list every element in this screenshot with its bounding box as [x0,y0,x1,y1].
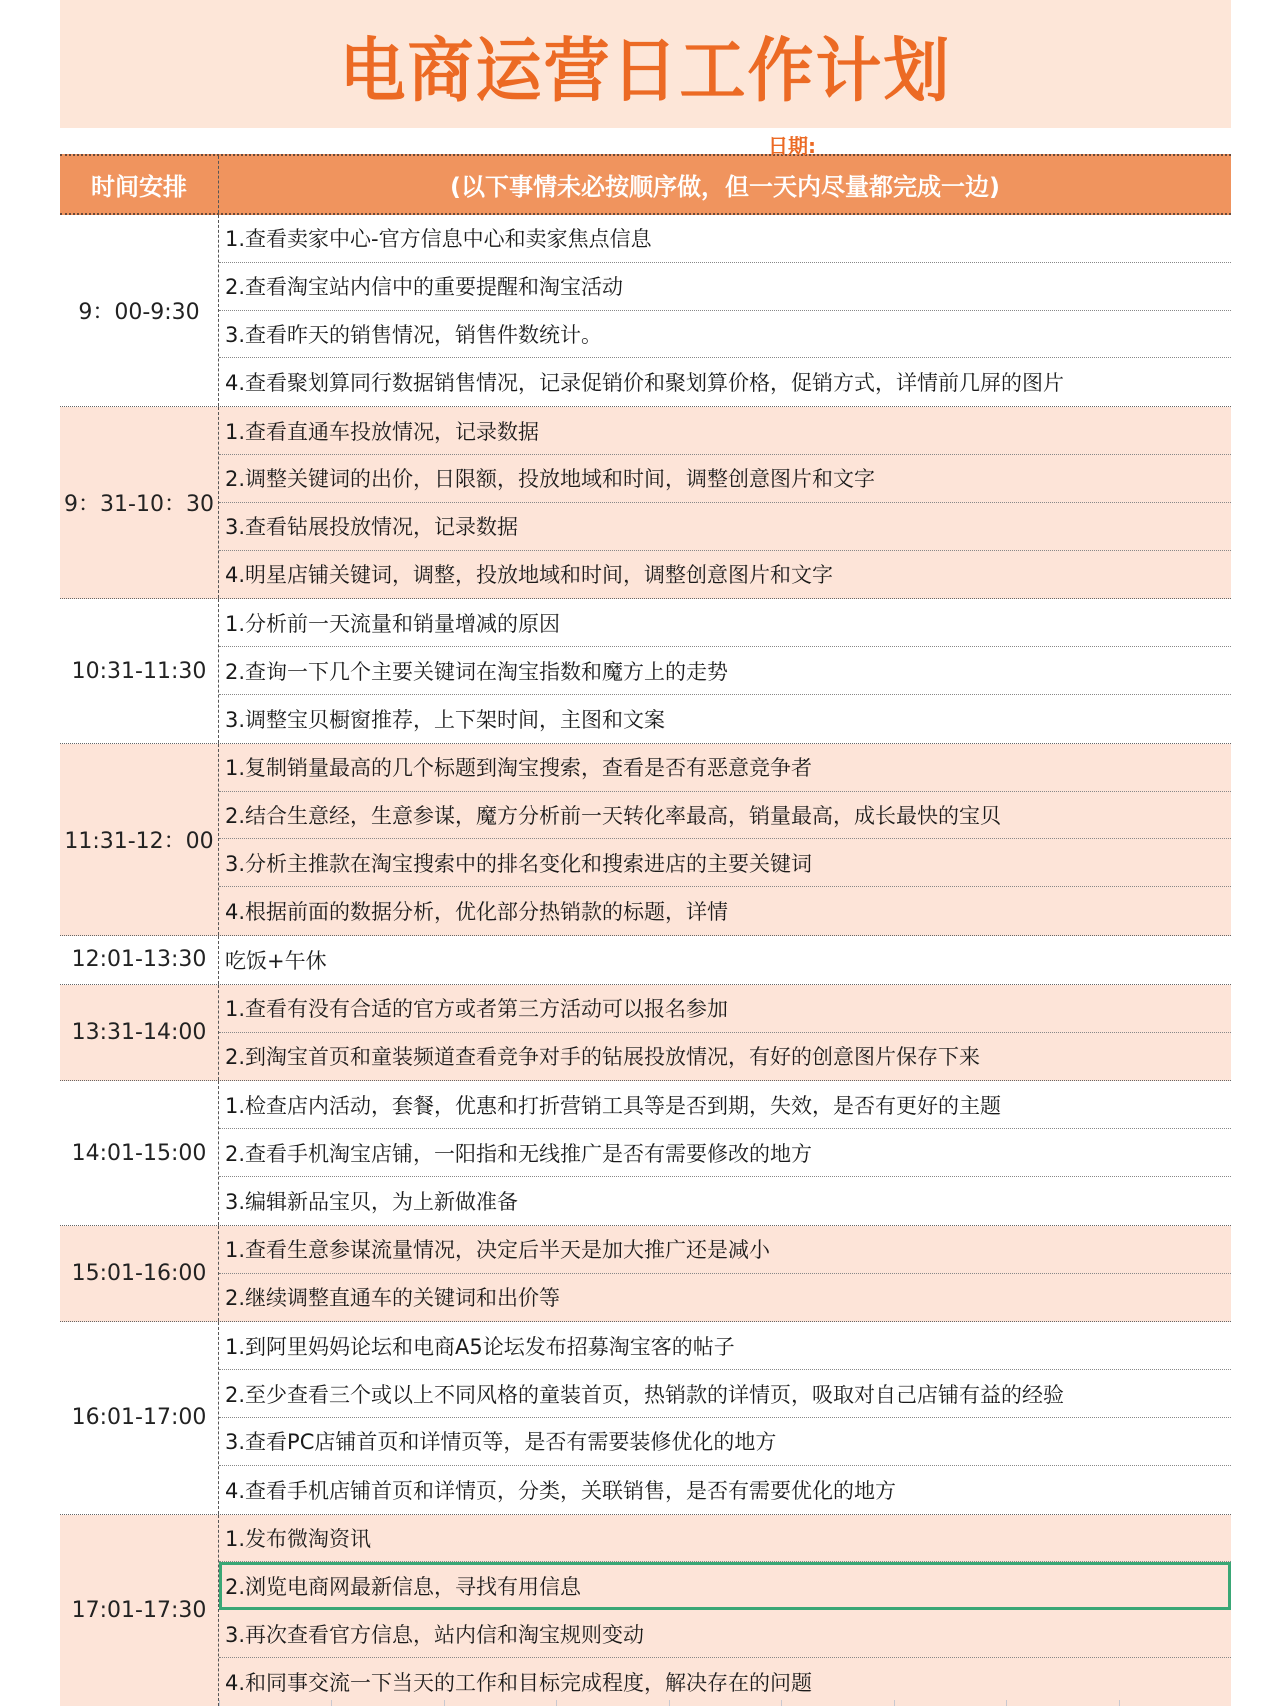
grid-line [331,1700,443,1706]
task-cell[interactable]: 4.查看手机店铺首页和详情页，分类，关联销售，是否有需要优化的地方 [225,1478,897,1503]
schedule-group [60,1515,1231,1706]
time-slot-cell[interactable]: 13:31-14:00 [60,985,219,1081]
spreadsheet [60,0,1231,1706]
task-list [219,1081,1231,1224]
task-cell[interactable]: 4.根据前面的数据分析，优化部分热销款的标题，详情 [225,900,729,925]
task-cell[interactable]: 4.和同事交流一下当天的工作和目标完成程度，解决存在的问题 [225,1670,813,1695]
task-cell[interactable]: 4.查看聚划算同行数据销售情况，记录促销价和聚划算价格，促销方式，详情前几屏的图片 [225,371,1065,396]
task-cell[interactable]: 1.分析前一天流量和销量增减的原因 [219,599,1231,647]
time-slot-cell[interactable]: 17:01-17:30 [60,1515,219,1706]
task-list [219,1322,1231,1513]
task-cell[interactable]: 2.调整关键词的出价，日限额，投放地域和时间，调整创意图片和文字 [219,455,1231,503]
empty-grid-cells [219,1700,1231,1706]
task-cell[interactable]: 3.查看钻展投放情况，记录数据 [219,503,1231,551]
task-cell[interactable]: 吃饭+午休 [225,948,327,973]
task-cell[interactable]: 2.查看手机淘宝店铺，一阳指和无线推广是否有需要修改的地方 [219,1129,1231,1177]
schedule-group [60,936,1231,985]
schedule-group [60,215,1231,407]
task-list [219,407,1231,598]
grid-line [669,1700,781,1706]
title-banner[interactable] [60,0,1231,128]
time-slot-cell[interactable]: 9：31-10：30 [60,407,219,598]
grid-line [1006,1700,1118,1706]
time-slot-cell[interactable]: 15:01-16:00 [60,1226,219,1322]
task-list [219,215,1231,406]
task-cell[interactable]: 3.编辑新品宝贝，为上新做准备 [225,1189,519,1214]
grid-line [556,1700,668,1706]
task-cell-selected[interactable]: 2.浏览电商网最新信息，寻找有用信息 [219,1562,1231,1610]
task-cell[interactable]: 2.查看淘宝站内信中的重要提醒和淘宝活动 [219,263,1231,311]
task-cell[interactable]: 1.检查店内活动，套餐，优惠和打折营销工具等是否到期，失效，是否有更好的主题 [219,1081,1231,1129]
grid-line [219,1700,331,1706]
task-cell[interactable]: 2.到淘宝首页和童装频道查看竞争对手的钻展投放情况，有好的创意图片保存下来 [225,1045,981,1070]
task-cell[interactable]: 1.查看生意参谋流量情况，决定后半天是加大推广还是减小 [219,1226,1231,1274]
time-slot-cell[interactable]: 10:31-11:30 [60,599,219,742]
grid-line [894,1700,1006,1706]
task-cell[interactable]: 1.查看卖家中心-官方信息中心和卖家焦点信息 [219,215,1231,263]
date-label: 日期: [768,134,816,158]
task-list [219,744,1231,935]
task-cell[interactable]: 2.查询一下几个主要关键词在淘宝指数和魔方上的走势 [219,647,1231,695]
schedule-group [60,985,1231,1082]
time-slot-cell[interactable]: 11:31-12：00 [60,744,219,935]
schedule-group [60,599,1231,743]
task-list [219,1515,1231,1706]
task-cell[interactable]: 1.复制销量最高的几个标题到淘宝搜索，查看是否有恶意竞争者 [219,744,1231,792]
schedule-group [60,1226,1231,1323]
date-row[interactable] [60,128,1231,158]
task-list [219,936,1231,984]
task-cell[interactable]: 1.查看直通车投放情况，记录数据 [219,407,1231,455]
task-cell[interactable]: 2.结合生意经，生意参谋，魔方分析前一天转化率最高，销量最高，成长最快的宝贝 [219,792,1231,840]
schedule-group [60,1322,1231,1514]
table-header [60,154,1231,215]
schedule-body [60,215,1231,1706]
task-cell[interactable]: 3.调整宝贝橱窗推荐，上下架时间，主图和文案 [225,707,666,732]
grid-line [444,1700,556,1706]
task-cell[interactable]: 1.到阿里妈妈论坛和电商A5论坛发布招募淘宝客的帖子 [219,1322,1231,1370]
task-cell[interactable]: 3.查看PC店铺首页和详情页等，是否有需要装修优化的地方 [219,1418,1231,1466]
time-slot-cell[interactable]: 12:01-13:30 [60,936,219,984]
grid-line [781,1700,893,1706]
task-list [219,599,1231,742]
time-slot-cell[interactable]: 16:01-17:00 [60,1322,219,1513]
schedule-group [60,407,1231,599]
schedule-group [60,1081,1231,1225]
task-list [219,1226,1231,1322]
header-time-schedule[interactable]: 时间安排 [60,156,219,213]
task-cell[interactable]: 1.查看有没有合适的官方或者第三方活动可以报名参加 [219,985,1231,1033]
task-cell[interactable]: 3.再次查看官方信息，站内信和淘宝规则变动 [219,1610,1231,1658]
task-cell[interactable]: 2.继续调整直通车的关键词和出价等 [225,1286,561,1311]
time-slot-cell[interactable]: 14:01-15:00 [60,1081,219,1224]
task-cell[interactable]: 3.分析主推款在淘宝搜索中的排名变化和搜索进店的主要关键词 [219,839,1231,887]
time-slot-cell[interactable]: 9：00-9:30 [60,215,219,406]
task-cell[interactable]: 1.发布微淘资讯 [219,1515,1231,1563]
page-title: 电商运营日工作计划 [339,29,952,111]
task-cell[interactable]: 2.至少查看三个或以上不同风格的童装首页，热销款的详情页，吸取对自己店铺有益的经验 [219,1370,1231,1418]
task-list [219,985,1231,1081]
task-cell[interactable]: 4.明星店铺关键词，调整，投放地域和时间，调整创意图片和文字 [225,563,834,588]
grid-line [1119,1700,1231,1706]
schedule-group [60,744,1231,936]
header-task-note[interactable]: (以下事情未必按顺序做，但一天内尽量都完成一边) [450,173,1000,201]
task-cell[interactable]: 3.查看昨天的销售情况，销售件数统计。 [219,311,1231,359]
